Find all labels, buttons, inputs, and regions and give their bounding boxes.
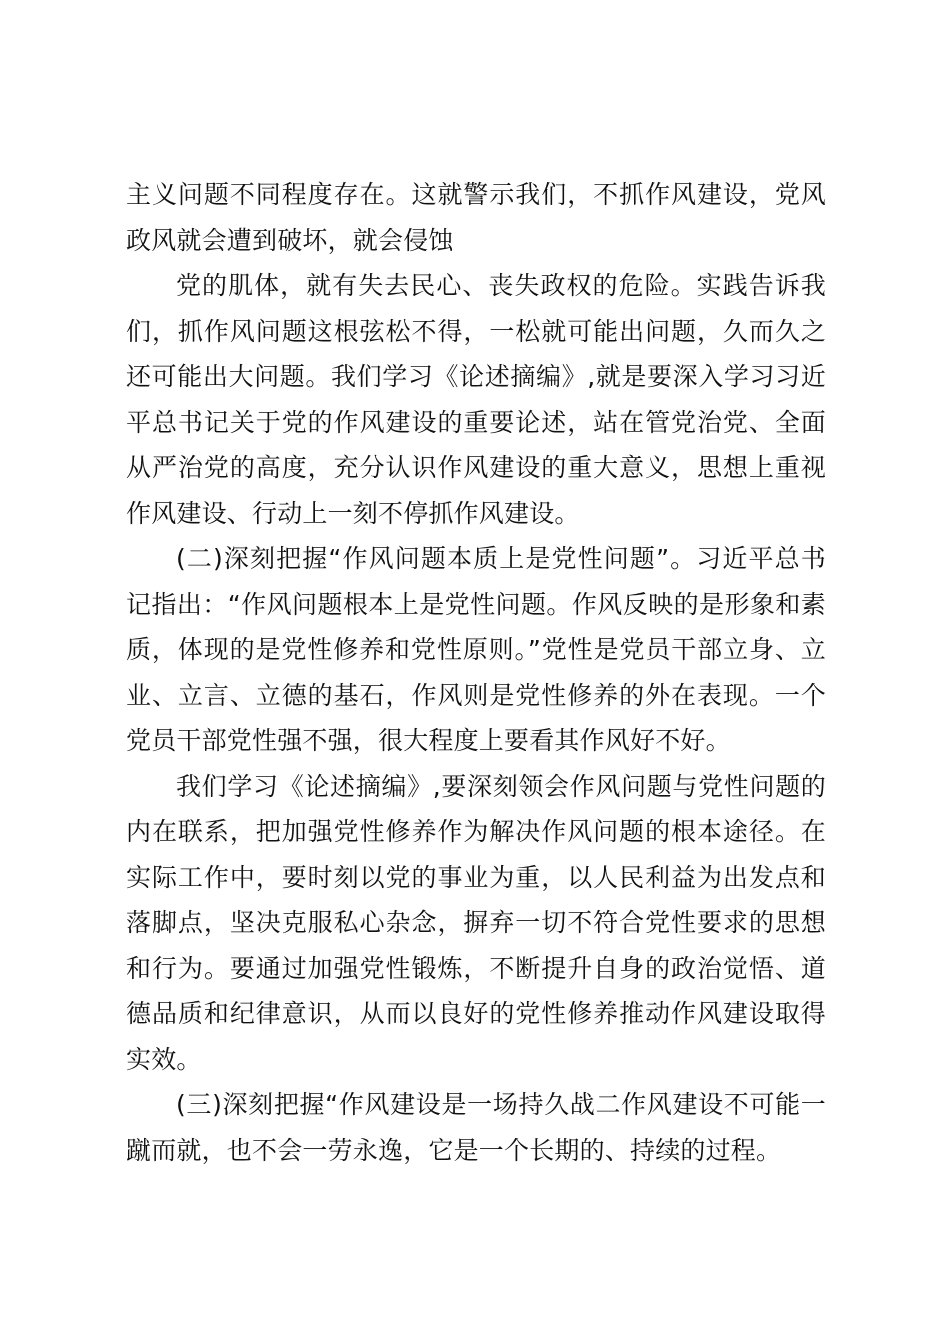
document-body [126, 172, 826, 1173]
paragraph-section-three: (三)深刻把握“作风建设是一场持久战二作风建设不可能一蹴而就，也不会一劳永逸，它是一个长期的、持续的过程。 [126, 1090, 826, 1165]
paragraph-study-compendium: 我们学习《论述摘编》,要深刻领会作风问题与党性问题的内在联系，把加强党性修养作为解决作风问题的根本途径。在实际工作中，要时刻以党的事业为重，以人民利益为出发点和落脚点，坚决克服私心杂念，摒弃一切不符合党性要求的思想和行为。要通过加强党性锻炼，不断提升自身的政治觉悟、道德品质和纪律意识，从而以良好的党性修养推动作风建设取得实效。 [126, 771, 826, 1074]
paragraph-section-two: (二)深刻把握“作风问题本质上是党性问题”。习近平总书记指出：“作风问题根本上是党性问题。作风反映的是形象和素质，体现的是党性修养和党性原则。”党性是党员干部立身、立业、立言、立德的基石，作风则是党性修养的外在表现。一个党员干部党性强不强，很大程度上要看其作风好不好。 [126, 544, 826, 755]
paragraph-continuation: 主义问题不同程度存在。这就警示我们，不抓作风建设，党风政风就会遭到破坏，就会侵蚀 [126, 180, 826, 255]
paragraph-party-body: 党的肌体，就有失去民心、丧失政权的危险。实践告诉我们，抓作风问题这根弦松不得，一松就可能出问题，久而久之还可能出大问题。我们学习《论述摘编》,就是要深入学习习近平总书记关于党的作风建设的重要论述，站在管党治党、全面从严治党的高度，充分认识作风建设的重大意义，思想上重视作风建设、行动上一刻不停抓作风建设。 [126, 271, 826, 528]
